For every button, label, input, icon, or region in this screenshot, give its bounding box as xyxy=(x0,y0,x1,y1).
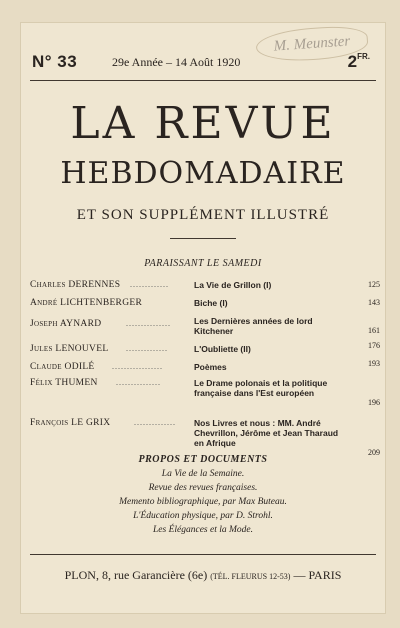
toc-page: 193 xyxy=(368,359,380,368)
title-la-revue: LA REVUE xyxy=(70,98,336,149)
title-divider xyxy=(170,238,236,239)
issue-number: N° 33 xyxy=(32,52,78,71)
toc-page: 209 xyxy=(368,448,380,457)
issue-price: $2^{FR.}$ xyxy=(347,52,370,71)
footer-rule xyxy=(30,554,376,555)
subtitle: ET SON SUPPLÉMENT ILLUSTRÉ xyxy=(76,207,330,223)
publisher-footer xyxy=(20,568,386,583)
title-hebdomadaire: HEBDOMADAIRE xyxy=(60,156,346,191)
propos-item: La Vie de la Semaine. xyxy=(161,469,245,479)
publisher-address: PLON, 8, rue Garancière (6e) xyxy=(64,568,208,582)
propos-item: L'Éducation physique, par D. Strohl. xyxy=(133,511,273,521)
toc-work: Biche (I) xyxy=(194,298,228,308)
toc-work: Les Dernières années de lord Kitchener xyxy=(194,316,313,336)
toc-work: L'Oubliette (II) xyxy=(194,344,251,354)
toc-work: La Vie de Grillon (I) xyxy=(194,280,272,290)
toc-work: Poèmes xyxy=(194,362,227,372)
toc-page: 125 xyxy=(368,280,380,289)
propos-heading: PROPOS ET DOCUMENTS xyxy=(138,454,268,465)
propos-item: Memento bibliographique, par Max Buteau. xyxy=(119,497,287,507)
issue-date: 29e Année – 14 Août 1920 xyxy=(112,55,241,69)
toc-author: Jules LENOUVEL xyxy=(30,344,109,354)
toc-author: François LE GRIX xyxy=(30,418,111,428)
toc-page: 176 xyxy=(368,341,380,350)
toc-work: Nos Livres et nous : MM. André Chevrillon, Jérôme et Jean Tharaud en Afrique xyxy=(194,418,339,448)
toc-author: Charles DERENNES xyxy=(30,280,121,290)
propos-item: Les Élégances et la Mode. xyxy=(153,525,253,535)
toc-page: 196 xyxy=(368,398,380,407)
cover-page: M. Meunster N° 33 29e Année – 14 Août 1920 $2^{FR.}$ LA REVUE HEBDOMADAIRE ET SON SUPPLÉMENT ILLUSTRÉ PARAISSANT LE SAMEDI Charles DERENNES ............. La Vie de Grillon (I) 125 André LICHTENBERGER Biche (I) 143 Joseph AYNARD ............... Les Dernières années de lord Kitchener 161 Jules LENOUVEL .............. L'Oubliette (II) 176 Claude ODILÉ ................. Poèmes 193 Félix THUMEN ............... Le Drame polonais et la politique française dans l'Est européen 196 François LE GRIX .............. Nos Livres et nous : MM. André Chevrillon, Jérôme et Jean Tharaud en Afrique 209 PROPOS ET DOCUMENTS La Vie de la Semaine. Revue des revues françaises. Memento bibliographique, par Max Buteau. L'Éducation physique, par D. Strohl. Les Élégances et la Mode. PLON, 8, rue Garancière (6e) (TÉL. FLEURUS 12-53) — PARIS xyxy=(20,22,386,614)
issue-header xyxy=(32,52,374,76)
publisher-telephone: (TÉL. FLEURUS 12-53) xyxy=(210,572,291,581)
toc-author: Claude ODILÉ xyxy=(30,362,95,372)
publisher-city: — PARIS xyxy=(293,568,342,582)
toc-page: 161 xyxy=(368,326,380,335)
toc-author: Félix THUMEN xyxy=(30,378,98,388)
publication-frequency: PARAISSANT LE SAMEDI xyxy=(144,258,262,269)
propos-item: Revue des revues françaises. xyxy=(148,483,258,493)
toc-work: Le Drame polonais et la politique française dans l'Est européen xyxy=(194,378,328,398)
handwritten-annotation: M. Meunster xyxy=(255,24,369,64)
toc-author: André LICHTENBERGER xyxy=(30,298,143,308)
header-rule xyxy=(30,80,376,81)
toc-page: 143 xyxy=(368,298,380,307)
toc-author: Joseph AYNARD xyxy=(30,319,102,329)
